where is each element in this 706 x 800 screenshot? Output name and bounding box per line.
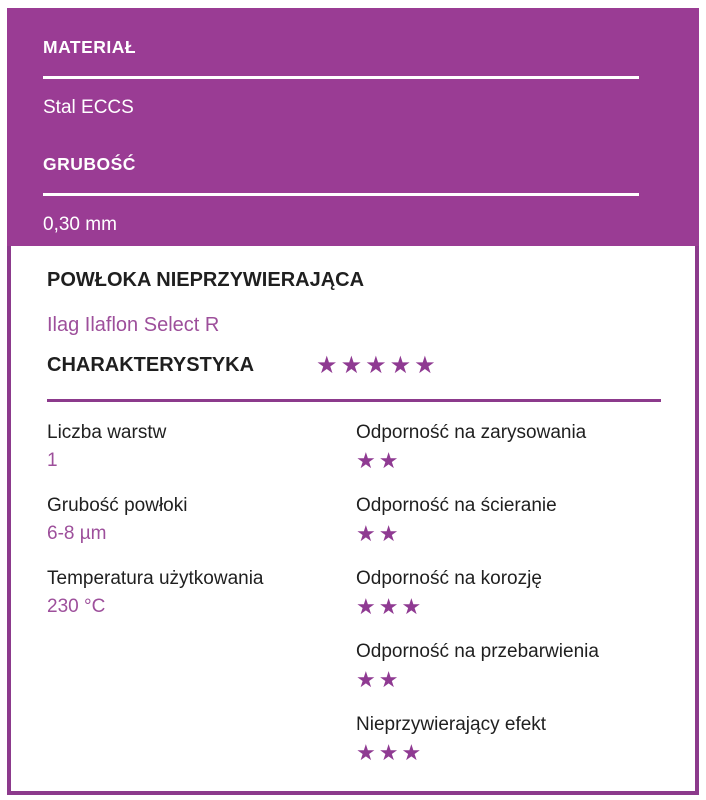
spec-item-discoloration-resistance — [356, 640, 663, 692]
spec-label: Odporność na zarysowania — [356, 422, 587, 443]
spec-item-usage-temperature — [47, 567, 356, 619]
coating-spec-block — [7, 246, 699, 795]
spec-value: 1 — [47, 450, 58, 471]
rating-star-icons: ★★ — [356, 521, 402, 546]
thickness-label: GRUBOŚĆ — [43, 154, 136, 174]
spec-value: 6-8 µm — [47, 523, 107, 544]
spec-column-left — [47, 421, 356, 786]
spec-label: Odporność na przebarwienia — [356, 641, 599, 662]
thickness-value: 0,30 mm — [43, 214, 117, 235]
rating-star-icons: ★★ — [356, 667, 402, 692]
material-field — [43, 36, 639, 119]
material-label: MATERIAŁ — [43, 37, 137, 57]
rating-star-icons: ★★★ — [356, 594, 425, 619]
spec-value: 230 °C — [47, 596, 106, 617]
spec-label: Temperatura użytkowania — [47, 568, 264, 589]
spec-label: Liczba warstw — [47, 422, 167, 443]
spec-item-layers — [47, 421, 356, 473]
spec-label: Nieprzywierający efekt — [356, 714, 547, 735]
spec-item-coating-thickness — [47, 494, 356, 546]
spec-label: Grubość powłoki — [47, 495, 188, 516]
spec-label: Odporność na ścieranie — [356, 495, 557, 516]
material-value: Stal ECCS — [43, 97, 134, 118]
overall-rating-star-icons: ★★★★★ — [316, 351, 439, 379]
coating-brand: Ilag Ilaflon Select R — [47, 314, 220, 336]
characteristics-divider — [47, 399, 661, 402]
spec-label: Odporność na korozję — [356, 568, 542, 589]
spec-grid — [47, 421, 663, 786]
spec-item-scratch-resistance — [356, 421, 663, 473]
coating-title: POWŁOKA NIEPRZYWIERAJĄCA — [47, 269, 365, 291]
thickness-underline — [43, 193, 639, 196]
spec-item-corrosion-resistance — [356, 567, 663, 619]
spec-column-right — [356, 421, 663, 786]
spec-item-nonstick-effect — [356, 713, 663, 765]
material-underline — [43, 76, 639, 79]
characteristics-header — [47, 351, 663, 379]
rating-star-icons: ★★ — [356, 448, 402, 473]
characteristics-title: CHARAKTERYSTYKA — [47, 354, 255, 376]
spec-item-abrasion-resistance — [356, 494, 663, 546]
material-header-block — [7, 8, 699, 246]
thickness-field — [43, 153, 639, 236]
rating-star-icons: ★★★ — [356, 740, 425, 765]
